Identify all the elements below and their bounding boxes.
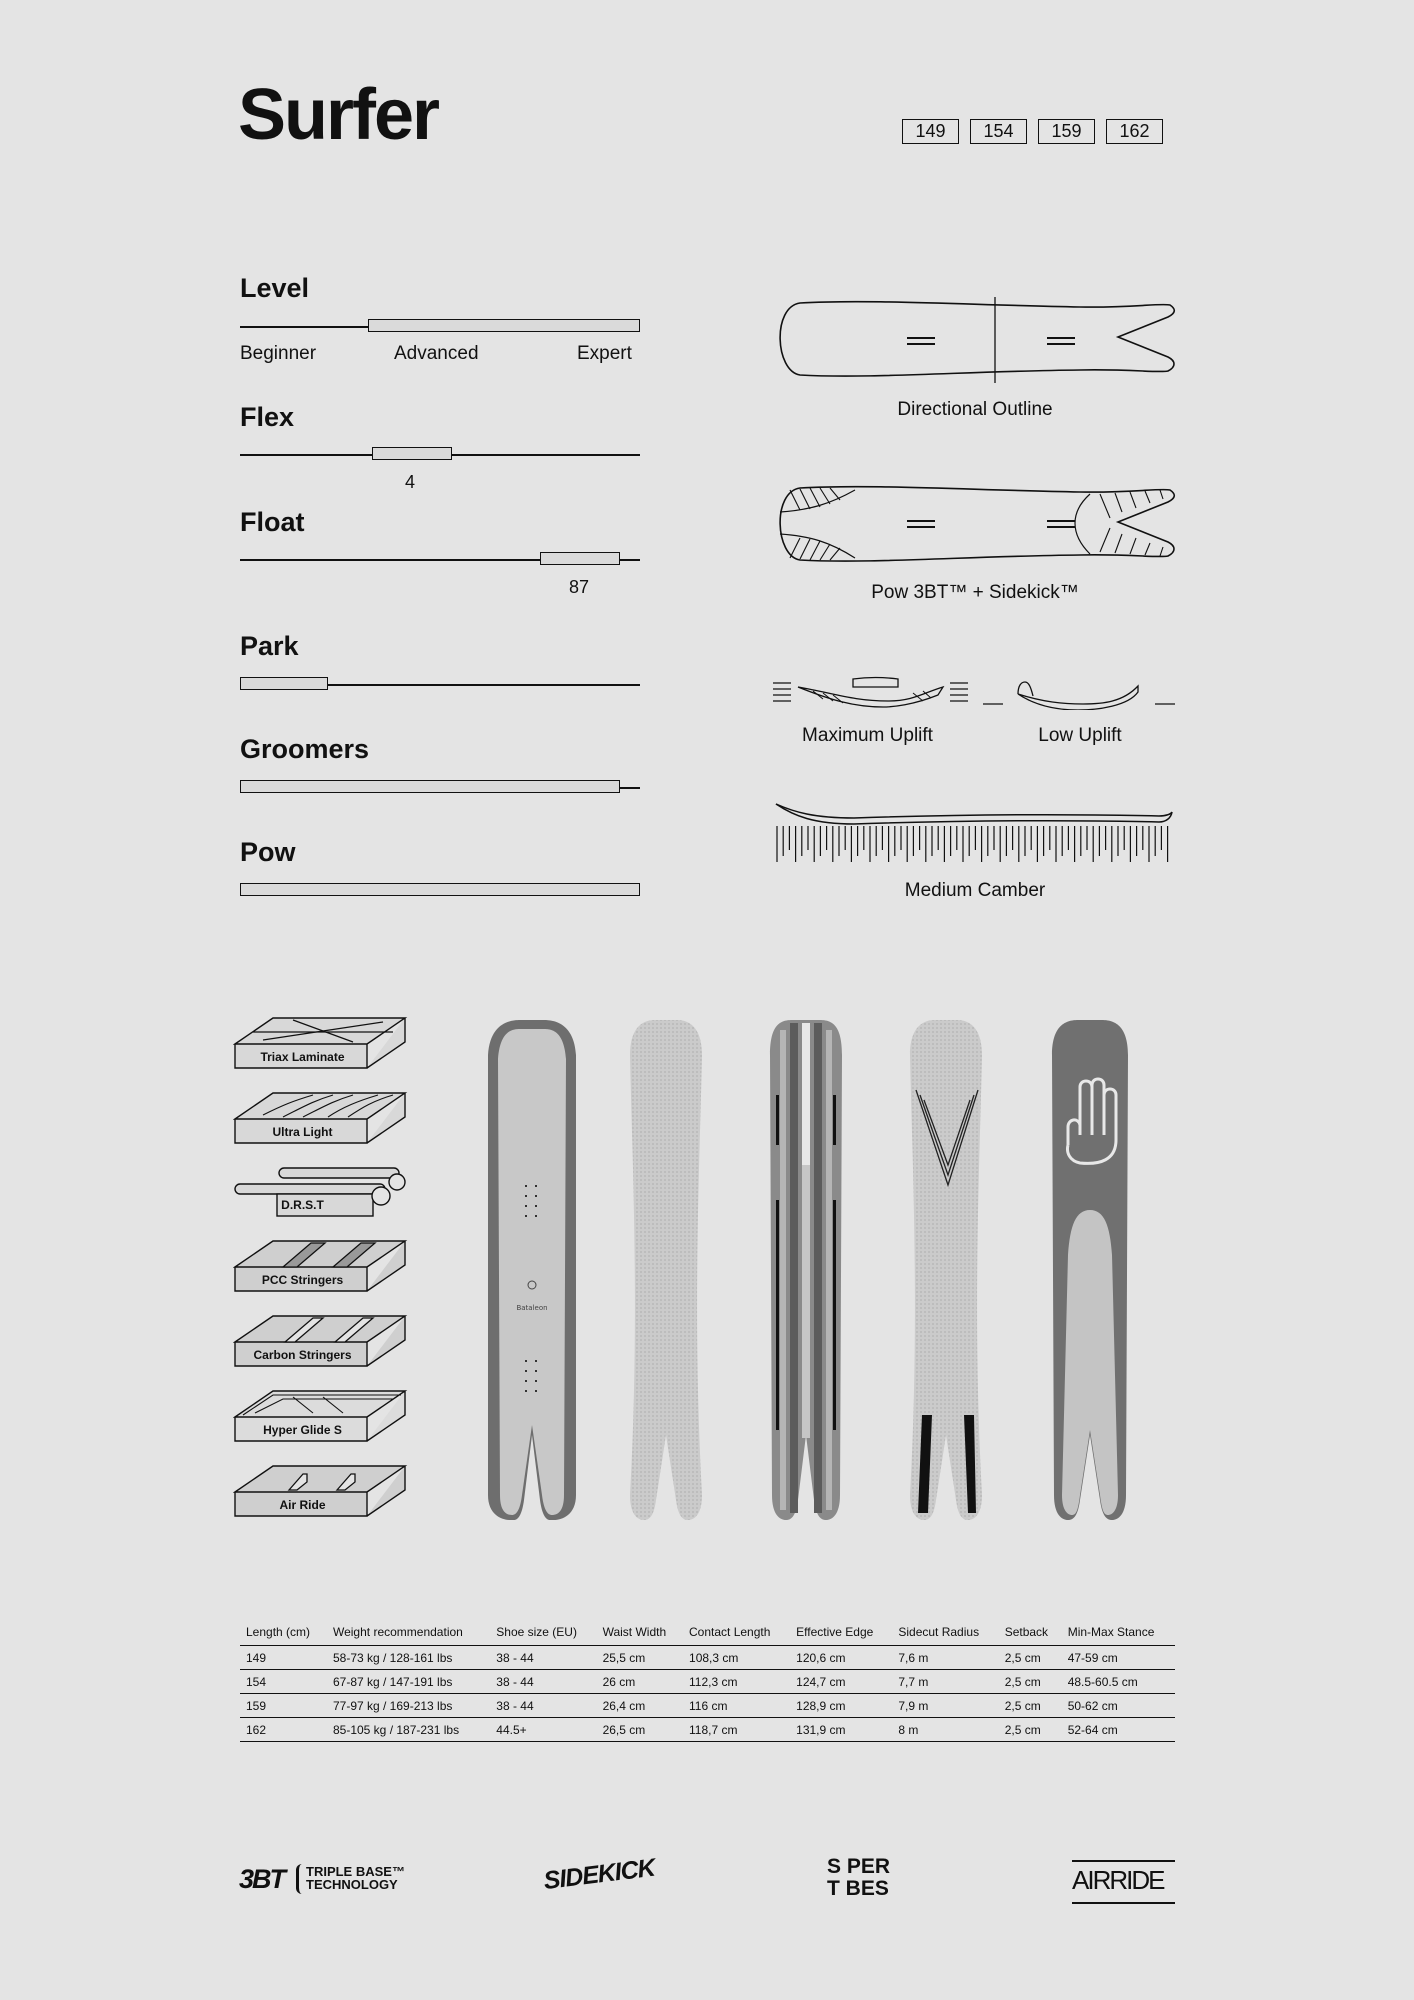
cell-shoe-size: 44.5+ [490, 1718, 596, 1742]
size-option-159[interactable]: 159 [1038, 119, 1095, 144]
col-stance: Min-Max Stance [1062, 1621, 1175, 1646]
tech-air-ride [233, 1464, 409, 1518]
tech-drst [233, 1164, 409, 1218]
specs-header-row [240, 1621, 1175, 1646]
level-title: Level [240, 273, 310, 303]
cell-sidecut-radius: 8 m [892, 1718, 998, 1742]
level-scale-advanced: Advanced [394, 343, 479, 364]
tech-triax-laminate [233, 1016, 409, 1070]
cell-setback: 2,5 cm [999, 1718, 1062, 1742]
logo-super-tubes [827, 1856, 911, 1904]
camber-label: Medium Camber [904, 880, 1046, 901]
cell-waist-width: 25,5 cm [597, 1646, 683, 1670]
logo-triple-base-line2: TECHNOLOGY [306, 1877, 398, 1892]
cell-sidecut-radius: 7,9 m [892, 1694, 998, 1718]
park-bar [240, 677, 328, 690]
table-row [240, 1694, 1175, 1718]
cell-waist-width: 26,5 cm [597, 1718, 683, 1742]
tech-label: Air Ride [279, 1498, 326, 1512]
flex-bar [372, 447, 452, 460]
tech-pcc-stringers [233, 1239, 409, 1293]
board-sidekick [910, 1020, 982, 1520]
cell-length: 159 [240, 1694, 327, 1718]
cell-shoe-size: 38 - 44 [490, 1670, 596, 1694]
flex-title: Flex [240, 402, 295, 432]
col-sidecut-radius: Sidecut Radius [892, 1621, 998, 1646]
tech-label: Triax Laminate [260, 1050, 345, 1064]
col-contact-length: Contact Length [683, 1621, 790, 1646]
page-title: Surfer [238, 75, 439, 155]
cell-setback: 2,5 cm [999, 1646, 1062, 1670]
col-length: Length (cm) [240, 1621, 327, 1646]
cell-contact-length: 116 cm [683, 1694, 790, 1718]
cell-stance: 48.5-60.5 cm [1062, 1670, 1175, 1694]
directional-outline-diagram [770, 295, 1180, 390]
level-bar [368, 319, 640, 332]
cell-contact-length: 108,3 cm [683, 1646, 790, 1670]
cell-effective-edge: 124,7 cm [790, 1670, 892, 1694]
col-weight: Weight recommendation [327, 1621, 490, 1646]
board-core [630, 1020, 702, 1520]
brand-wordmark: Bataleon [516, 1304, 548, 1312]
cell-shoe-size: 38 - 44 [490, 1694, 596, 1718]
tech-hyper-glide [233, 1389, 409, 1443]
cell-sidecut-radius: 7,6 m [892, 1646, 998, 1670]
level-scale-expert: Expert [577, 343, 632, 364]
pow-bar [240, 883, 640, 896]
pow-3bt-sidekick-diagram [770, 482, 1180, 572]
cell-effective-edge: 131,9 cm [790, 1718, 892, 1742]
tech-label: Carbon Stringers [253, 1348, 352, 1362]
logo-triple-base-line1: TRIPLE BASE™ [306, 1864, 405, 1879]
col-waist-width: Waist Width [597, 1621, 683, 1646]
cell-weight: 58-73 kg / 128-161 lbs [327, 1646, 490, 1670]
logo-super-line1: S PER [827, 1855, 891, 1878]
cell-waist-width: 26,4 cm [597, 1694, 683, 1718]
cell-sidecut-radius: 7,7 m [892, 1670, 998, 1694]
cell-length: 162 [240, 1718, 327, 1742]
cell-setback: 2,5 cm [999, 1694, 1062, 1718]
cell-stance: 47-59 cm [1062, 1646, 1175, 1670]
table-row [240, 1718, 1175, 1742]
cell-stance: 50-62 cm [1062, 1694, 1175, 1718]
board-stringers [770, 1020, 842, 1520]
cell-effective-edge: 120,6 cm [790, 1646, 892, 1670]
cell-setback: 2,5 cm [999, 1670, 1062, 1694]
cell-length: 149 [240, 1646, 327, 1670]
size-option-154[interactable]: 154 [970, 119, 1027, 144]
cell-weight: 67-87 kg / 147-191 lbs [327, 1670, 490, 1694]
tech-label: PCC Stringers [261, 1273, 344, 1287]
logo-3bt-mark: 3BT [239, 1864, 285, 1894]
float-title: Float [240, 507, 305, 537]
board-topsheet [488, 1020, 576, 1520]
maximum-uplift-label: Maximum Uplift [802, 725, 933, 746]
cell-waist-width: 26 cm [597, 1670, 683, 1694]
pow-title: Pow [240, 837, 296, 867]
cell-length: 154 [240, 1670, 327, 1694]
col-setback: Setback [999, 1621, 1062, 1646]
cell-effective-edge: 128,9 cm [790, 1694, 892, 1718]
cell-weight: 77-97 kg / 169-213 lbs [327, 1694, 490, 1718]
tech-ultra-light [233, 1091, 409, 1145]
park-title: Park [240, 631, 299, 661]
specs-table [240, 1621, 1175, 1742]
flex-value: 4 [405, 472, 416, 492]
medium-camber-diagram [774, 802, 1174, 872]
logo-airride-ride: RIDE [1109, 1865, 1164, 1895]
board-views [480, 1015, 1180, 1520]
table-row [240, 1670, 1175, 1694]
logo-3bt [239, 1862, 419, 1898]
cell-stance: 52-64 cm [1062, 1718, 1175, 1742]
float-value: 87 [569, 577, 590, 597]
col-shoe-size: Shoe size (EU) [490, 1621, 596, 1646]
level-scale-beginner: Beginner [240, 343, 317, 364]
tech-carbon-stringers [233, 1314, 409, 1368]
logo-sidekick: SIDEKICK [542, 1853, 657, 1896]
logo-super-line2: T BES [827, 1877, 889, 1900]
maximum-uplift-diagram [773, 675, 968, 711]
logo-airride [1072, 1860, 1175, 1904]
size-option-149[interactable]: 149 [902, 119, 959, 144]
outline-label: Directional Outline [897, 399, 1053, 420]
logo-airride-air: AIR [1072, 1865, 1110, 1895]
tech-label: D.R.S.T [281, 1198, 324, 1212]
cell-contact-length: 118,7 cm [683, 1718, 790, 1742]
size-selector [902, 119, 1163, 144]
board-graphic [1052, 1020, 1128, 1520]
cell-weight: 85-105 kg / 187-231 lbs [327, 1718, 490, 1742]
float-bar [540, 552, 620, 565]
groomers-title: Groomers [240, 734, 370, 764]
base-label: Pow 3BT™ + Sidekick™ [871, 582, 1079, 603]
low-uplift-diagram [983, 678, 1175, 710]
tech-label: Ultra Light [272, 1125, 333, 1139]
cell-shoe-size: 38 - 44 [490, 1646, 596, 1670]
low-uplift-label: Low Uplift [1038, 725, 1122, 746]
col-effective-edge: Effective Edge [790, 1621, 892, 1646]
size-option-162[interactable]: 162 [1106, 119, 1163, 144]
logo-divider [296, 1864, 302, 1894]
groomers-bar [240, 780, 620, 793]
table-row [240, 1646, 1175, 1670]
tech-label: Hyper Glide S [263, 1423, 342, 1437]
cell-contact-length: 112,3 cm [683, 1670, 790, 1694]
